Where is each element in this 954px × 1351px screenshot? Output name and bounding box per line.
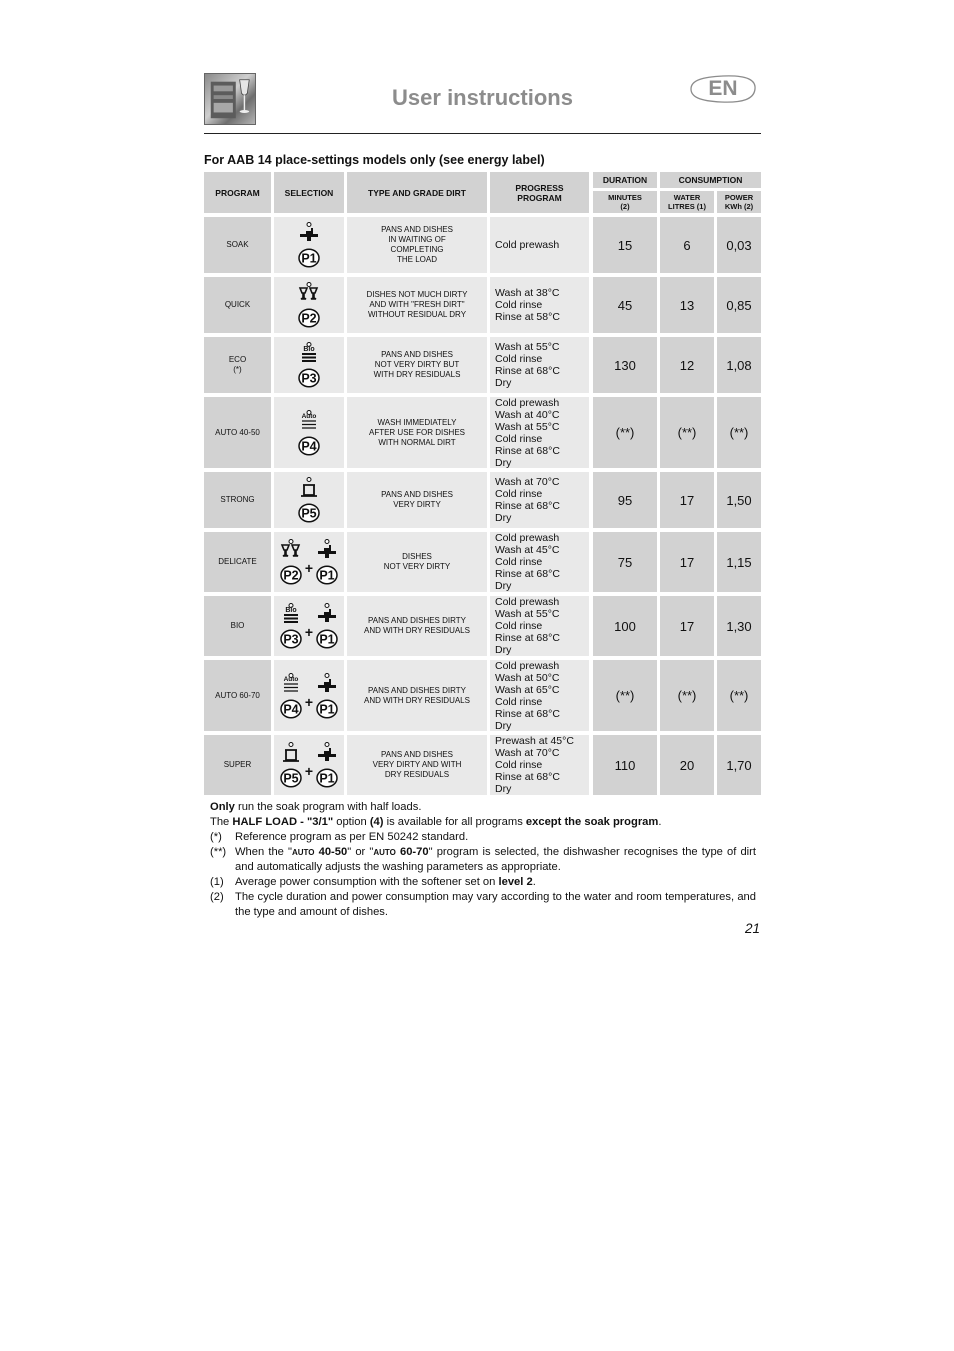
note-half-bold-3: except the soak program: [525, 816, 659, 828]
program-code-p4: [280, 699, 302, 719]
cell-water: (**): [660, 660, 714, 731]
header-selection: SELECTION: [274, 172, 344, 213]
plus-sign: +: [304, 624, 314, 640]
cell-minutes: (**): [593, 660, 657, 731]
cell-type: PANS AND DISHES VERY DIRTY: [347, 472, 487, 528]
note-half-load: [210, 815, 756, 830]
program-code-p1: [298, 248, 320, 268]
cell-water: (**): [660, 397, 714, 468]
cell-power: 1,50: [717, 472, 761, 528]
note-reference: [210, 830, 756, 845]
note-half-text-3: is available for all programs: [383, 816, 526, 828]
note-reference-text: Reference program as per EN 50242 standard.: [235, 831, 469, 843]
program-code-p1: [316, 699, 338, 719]
note-half-text-2: option: [333, 816, 370, 828]
header-minutes: MINUTES (2): [593, 191, 657, 213]
program-symbol-group: [316, 539, 338, 585]
selection-cell: [274, 735, 344, 795]
cell-type: PANS AND DISHES VERY DIRTY AND WITH DRY RESIDUALS: [347, 735, 487, 795]
note-auto-key: (**): [210, 846, 227, 858]
svg-text:P4: P4: [283, 702, 299, 716]
dishwasher-logo-icon: [204, 73, 256, 125]
header-program: PROGRAM: [204, 172, 271, 213]
cell-power: 1,15: [717, 532, 761, 592]
cell-program: SOAK: [204, 217, 271, 273]
glasses-program-icon: [298, 282, 320, 308]
selection-icons: [298, 477, 320, 523]
selection-icons: [280, 603, 338, 649]
table-heading: For AAB 14 place-settings models only (see energy label): [204, 153, 545, 167]
note-auto-bold-1: 40-50: [314, 846, 348, 858]
program-code-p1: [316, 565, 338, 585]
soak-program-icon: [316, 673, 338, 699]
selection-cell: [274, 217, 344, 273]
cell-minutes: 75: [593, 532, 657, 592]
cell-progress: Wash at 70°C Cold rinse Rinse at 68°C Dry: [490, 472, 589, 528]
program-code-p5: [298, 503, 320, 523]
note-2: [210, 890, 756, 920]
selection-icons: [298, 282, 320, 328]
header-water: WATER LITRES (1): [660, 191, 714, 213]
bio-program-icon: [298, 342, 320, 368]
language-badge: [689, 74, 757, 104]
cell-program: DELICATE: [204, 532, 271, 592]
cell-type: WASH IMMEDIATELY AFTER USE FOR DISHES WITH NORMAL DIRT: [347, 397, 487, 468]
selection-cell: [274, 532, 344, 592]
program-code-p1: [316, 768, 338, 788]
cell-water: 6: [660, 217, 714, 273]
cell-progress: Prewash at 45°C Wash at 70°C Cold rinse Rinse at 68°C Dry: [490, 735, 589, 795]
note-half-text-4: .: [658, 816, 662, 828]
bio-program-icon: [280, 603, 302, 629]
cell-minutes: 45: [593, 277, 657, 333]
cell-program: AUTO 60-70: [204, 660, 271, 731]
cell-progress: Cold prewash: [490, 217, 589, 273]
svg-text:P1: P1: [319, 702, 335, 716]
svg-text:Bio: Bio: [303, 346, 315, 353]
page-title: User instructions: [392, 85, 573, 110]
selection-icons: [280, 539, 338, 585]
cell-program: STRONG: [204, 472, 271, 528]
cell-power: 0,85: [717, 277, 761, 333]
header-duration: DURATION: [593, 172, 657, 188]
note-auto-smallcaps-2: AUTO: [373, 848, 396, 857]
note-2-text: The cycle duration and power consumption may vary according to the water and room temperatures, and the type and amount of dishes.: [235, 891, 756, 918]
note-only: [210, 800, 756, 815]
svg-text:Auto: Auto: [301, 412, 317, 420]
program-symbol-group: [316, 603, 338, 649]
cell-program: AUTO 40-50: [204, 397, 271, 468]
selection-cell: [274, 397, 344, 468]
svg-text:P2: P2: [301, 311, 317, 326]
program-code-p5: [280, 768, 302, 788]
soak-program-icon: [316, 539, 338, 565]
cell-water: 12: [660, 337, 714, 393]
cell-progress: Cold prewash Wash at 50°C Wash at 65°C Cold rinse Rinse at 68°C Dry: [490, 660, 589, 731]
plus-sign: +: [304, 763, 314, 779]
program-symbol-group: [280, 603, 302, 649]
cell-type: PANS AND DISHES NOT VERY DIRTY BUT WITH DRY RESIDUALS: [347, 337, 487, 393]
cell-type: DISHES NOT VERY DIRTY: [347, 532, 487, 592]
cell-water: 13: [660, 277, 714, 333]
note-only-text: run the soak program with half loads.: [234, 801, 422, 813]
svg-text:P3: P3: [301, 371, 317, 386]
selection-icons: [298, 342, 320, 388]
header-type-grade-dirt: TYPE AND GRADE DIRT: [347, 172, 487, 213]
program-code-p4: [298, 436, 320, 456]
program-code-p2: [298, 308, 320, 328]
cell-program: ECO (*): [204, 337, 271, 393]
header-progress-program: PROGRESS PROGRAM: [490, 172, 589, 213]
cell-progress: Cold prewash Wash at 40°C Wash at 55°C Cold rinse Rinse at 68°C Dry: [490, 397, 589, 468]
note-1-text: Average power consumption with the softener set on: [235, 876, 499, 888]
cell-minutes: 130: [593, 337, 657, 393]
program-symbol-group: [298, 342, 320, 388]
svg-text:P4: P4: [301, 439, 317, 453]
cell-power: 1,30: [717, 596, 761, 656]
cell-power: 0,03: [717, 217, 761, 273]
program-code-p2: [280, 565, 302, 585]
svg-text:P2: P2: [283, 568, 299, 583]
pot-program-icon: [280, 742, 302, 768]
note-reference-key: (*): [210, 831, 222, 843]
note-auto-text-1: When the ": [235, 846, 292, 858]
program-symbol-group: [298, 477, 320, 523]
cell-water: 20: [660, 735, 714, 795]
svg-text:P1: P1: [301, 251, 317, 266]
selection-cell: [274, 596, 344, 656]
cell-program: SUPER: [204, 735, 271, 795]
note-1-end: .: [532, 876, 536, 888]
cell-power: 1,08: [717, 337, 761, 393]
cell-minutes: (**): [593, 397, 657, 468]
cell-power: (**): [717, 660, 761, 731]
soak-program-icon: [298, 222, 320, 248]
pot-program-icon: [298, 477, 320, 503]
cell-type: PANS AND DISHES DIRTY AND WITH DRY RESIDUALS: [347, 596, 487, 656]
cell-type: PANS AND DISHES DIRTY AND WITH DRY RESIDUALS: [347, 660, 487, 731]
svg-text:Bio: Bio: [285, 607, 297, 614]
header-power: POWER KWh (2): [717, 191, 761, 213]
program-symbol-group: [316, 742, 338, 788]
program-symbol-group: [316, 673, 338, 719]
cell-minutes: 95: [593, 472, 657, 528]
svg-text:P5: P5: [301, 506, 317, 521]
note-auto-text-3: " program is selected, the dishwasher recognises the type of dirt and automatically adjusts the washing parameters as appropriate.: [235, 846, 756, 873]
cell-water: 17: [660, 532, 714, 592]
svg-text:P3: P3: [283, 632, 299, 647]
note-half-bold-2: (4): [369, 816, 384, 828]
svg-text:Auto: Auto: [283, 675, 299, 683]
selection-icons: [298, 410, 320, 456]
cell-power: 1,70: [717, 735, 761, 795]
header-divider: [204, 133, 761, 134]
glasses-program-icon: [280, 539, 302, 565]
program-symbol-group: [280, 539, 302, 585]
note-1-key: (1): [210, 876, 224, 888]
note-half-text-1: The: [210, 816, 233, 828]
cell-water: 17: [660, 596, 714, 656]
selection-icons: [280, 673, 338, 719]
note-2-key: (2): [210, 891, 224, 903]
program-code-p3: [298, 368, 320, 388]
cell-water: 17: [660, 472, 714, 528]
cell-progress: Cold prewash Wash at 45°C Cold rinse Rinse at 68°C Dry: [490, 532, 589, 592]
program-code-p1: [316, 629, 338, 649]
note-half-bold-1: HALF LOAD - "3/1": [232, 816, 334, 828]
selection-icons: [298, 222, 320, 268]
cell-minutes: 15: [593, 217, 657, 273]
cell-power: (**): [717, 397, 761, 468]
note-only-bold: Only: [210, 801, 235, 813]
cell-program: QUICK: [204, 277, 271, 333]
svg-text:P1: P1: [319, 632, 335, 647]
auto-program-icon: [298, 410, 320, 436]
program-code-p3: [280, 629, 302, 649]
cell-type: PANS AND DISHES IN WAITING OF COMPLETING THE LOAD: [347, 217, 487, 273]
cell-minutes: 100: [593, 596, 657, 656]
svg-text:P1: P1: [319, 771, 335, 786]
program-symbol-group: [298, 222, 320, 268]
selection-icons: [280, 742, 338, 788]
auto-program-icon: [280, 673, 302, 699]
selection-cell: [274, 277, 344, 333]
program-symbol-group: [280, 742, 302, 788]
cell-program: BIO: [204, 596, 271, 656]
cell-type: DISHES NOT MUCH DIRTY AND WITH "FRESH DIRT" WITHOUT RESIDUAL DRY: [347, 277, 487, 333]
svg-text:P1: P1: [319, 568, 335, 583]
selection-cell: [274, 337, 344, 393]
svg-text:P5: P5: [283, 771, 299, 786]
soak-program-icon: [316, 603, 338, 629]
note-1: [210, 875, 756, 890]
cell-minutes: 110: [593, 735, 657, 795]
selection-cell: [274, 660, 344, 731]
cell-progress: Wash at 38°C Cold rinse Rinse at 58°C: [490, 277, 589, 333]
header-consumption: CONSUMPTION: [660, 172, 761, 188]
note-auto: [210, 845, 756, 875]
cell-progress: Wash at 55°C Cold rinse Rinse at 68°C Dry: [490, 337, 589, 393]
note-auto-smallcaps-1: AUTO: [291, 848, 315, 857]
note-1-bold: level 2: [498, 876, 533, 888]
selection-cell: [274, 472, 344, 528]
page-number: 21: [744, 921, 760, 936]
soak-program-icon: [316, 742, 338, 768]
program-symbol-group: [298, 410, 320, 456]
program-symbol-group: [280, 673, 302, 719]
plus-sign: +: [304, 693, 314, 710]
language-code: EN: [708, 77, 738, 100]
program-symbol-group: [298, 282, 320, 328]
plus-sign: +: [304, 560, 314, 576]
notes: [210, 800, 756, 920]
note-auto-text-2: " or ": [347, 846, 374, 858]
note-auto-bold-2: 60-70: [395, 846, 429, 858]
cell-progress: Cold prewash Wash at 55°C Cold rinse Rinse at 68°C Dry: [490, 596, 589, 656]
